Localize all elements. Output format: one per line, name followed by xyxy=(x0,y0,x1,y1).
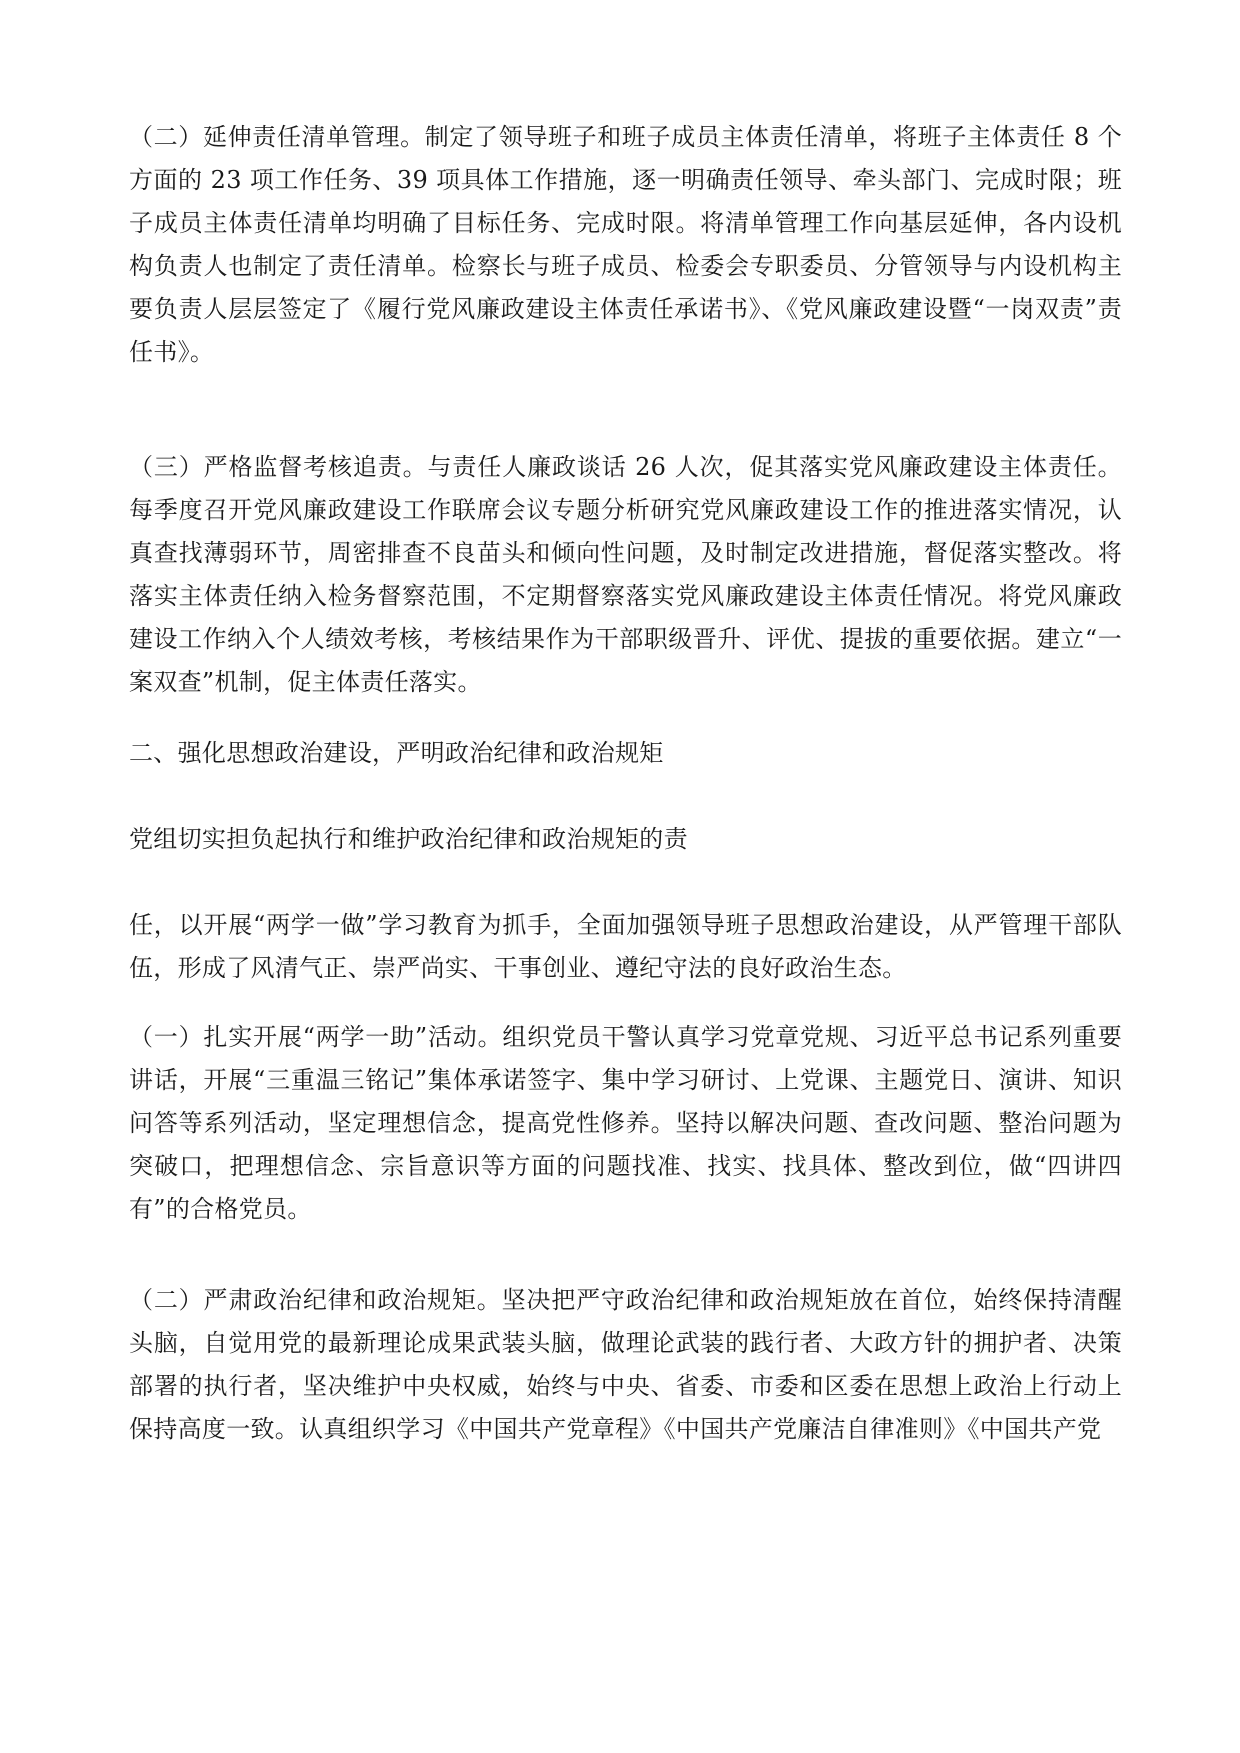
paragraph-supervision-accountability: （三）严格监督考核追责。与责任人廉政谈话 26 人次，促其落实党风廉政建设主体责任。每季度召开党风廉政建设工作联席会议专题分析研究党风廉政建设工作的推进落实情况，认真查找薄弱环节，周密排查不良苗头和倾向性问题，及时制定改进措施，督促落实整改。将落实主体责任纳入检务督察范围，不定期督察落实党风廉政建设主体责任情况。将党风廉政建设工作纳入个人绩效考核，考核结果作为干部职级晋升、评优、提拔的重要依据。建立“一案双查”机制，促主体责任落实。 xyxy=(129,453,1122,696)
paragraph-checklist-management: （二）延伸责任清单管理。制定了领导班子和班子成员主体责任清单，将班子主体责任 8 个方面的 23 项工作任务、39 项具体工作措施，逐一明确责任领导、牵头部门、完成时限；班子成员主体责任清单均明确了目标任务、完成时限。将清单管理工作向基层延伸，各内设机构负责人也制定了责任清单。检察长与班子成员、检委会专职委员、分管领导与内设机构主要负责人层层签定了《履行党风廉政建设主体责任承诺书》、《党风廉政建设暨“一岗双责”责任书》。 xyxy=(129,123,1122,366)
section-heading-two: 二、强化思想政治建设，严明政治纪律和政治规矩 xyxy=(129,739,664,767)
paragraph-political-discipline: （二）严肃政治纪律和政治规矩。坚决把严守政治纪律和政治规矩放在首位，始终保持清醒头脑，自觉用党的最新理论成果武装头脑，做理论武装的践行者、大政方针的拥护者、决策部署的执行者，坚决维护中央权威，始终与中央、省委、市委和区委在思想上政治上行动上保持高度一致。认真组织学习《中国共产党章程》《中国共产党廉洁自律准则》《中国共产党 xyxy=(129,1286,1122,1443)
paragraph-two-studies-activity: （一）扎实开展“两学一助”活动。组织党员干警认真学习党章党规、习近平总书记系列重要讲话，开展“三重温三铭记”集体承诺签字、集中学习研讨、上党课、主题党日、演讲、知识问答等系列活动，坚定理想信念，提高党性修养。坚持以解决问题、查改问题、整治问题为突破口，把理想信念、宗旨意识等方面的问题找准、找实、找具体、整改到位，做“四讲四有”的合格党员。 xyxy=(129,1023,1122,1223)
paragraph-two-studies-one-action: 任，以开展“两学一做”学习教育为抓手，全面加强领导班子思想政治建设，从严管理干部队伍，形成了风清气正、崇严尚实、干事创业、遵纪守法的良好政治生态。 xyxy=(129,911,1122,982)
paragraph-party-group-responsibility: 党组切实担负起执行和维护政治纪律和政治规矩的责 xyxy=(129,825,688,853)
